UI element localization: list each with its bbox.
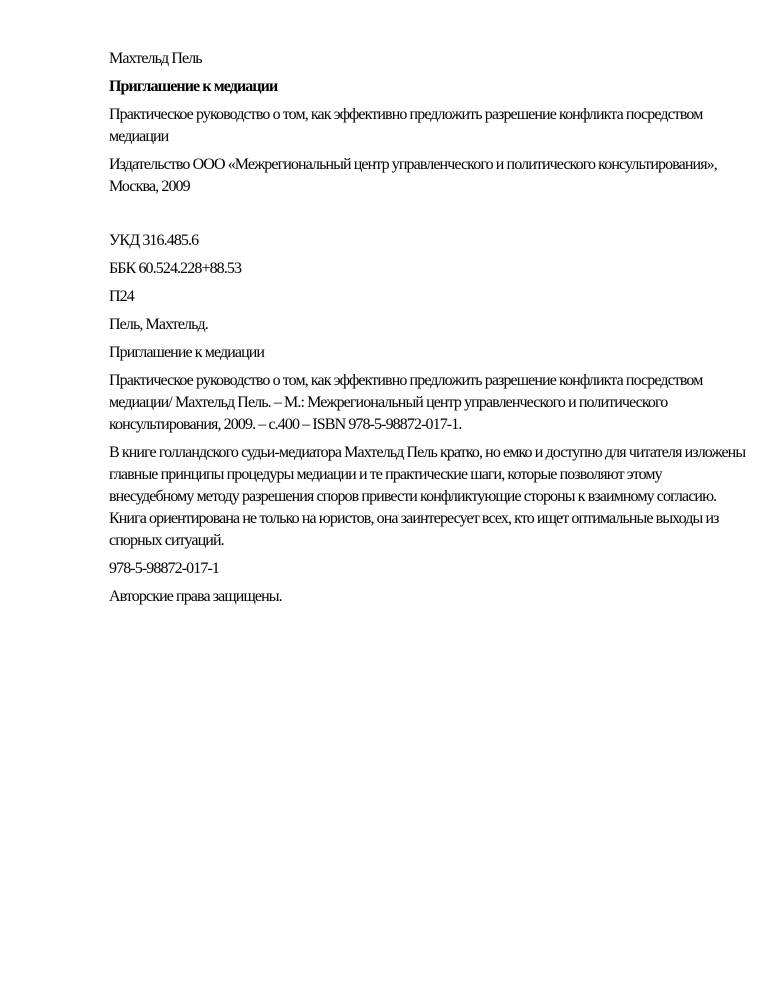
catalog-description: Практическое руководство о том, как эффективно предложить разрешение конфликта посредством медиации/ Махтельд Пель. – М.: Межрегиональный центр управленческого и политического консультирования, 2009. – с.400 – ISBN 978-5-98872-017-1. bbox=[109, 372, 703, 433]
bbk-code: ББК 60.524.228+88.53 bbox=[109, 260, 242, 277]
catalog-title: Приглашение к медиации bbox=[109, 344, 265, 361]
book-subtitle: Практическое руководство о том, как эффективно предложить разрешение конфликта посредством медиации bbox=[109, 106, 703, 145]
book-annotation: В книге голландского судьи-медиатора Махтельд Пель кратко, но емко и доступно для читателя изложены главные принципы процедуры медиации и те практические шаги, которые позволяют этому внесудебному методу разрешения споров привести конфликтующие стороны к взаимному согласию. Книга ориентирована не только на юристов, она заинтересует всех, кто ищет оптимальные выходы из спорных ситуаций. bbox=[109, 444, 746, 549]
catalog-author: Пель, Махтельд. bbox=[109, 316, 208, 333]
copyright-notice: Авторские права защищены. bbox=[109, 588, 282, 605]
section-spacer bbox=[109, 204, 749, 230]
author-name: Махтельд Пель bbox=[109, 50, 202, 67]
isbn: 978-5-98872-017-1 bbox=[109, 560, 220, 577]
author-mark: П24 bbox=[109, 288, 134, 305]
book-title: Приглашение к медиации bbox=[109, 78, 278, 95]
publisher-info: Издательство ООО «Межрегиональный центр управленческого и политического консультирования», Москва, 2009 bbox=[109, 156, 717, 195]
document-page bbox=[109, 48, 749, 614]
udk-code: УКД 316.485.6 bbox=[109, 232, 199, 249]
